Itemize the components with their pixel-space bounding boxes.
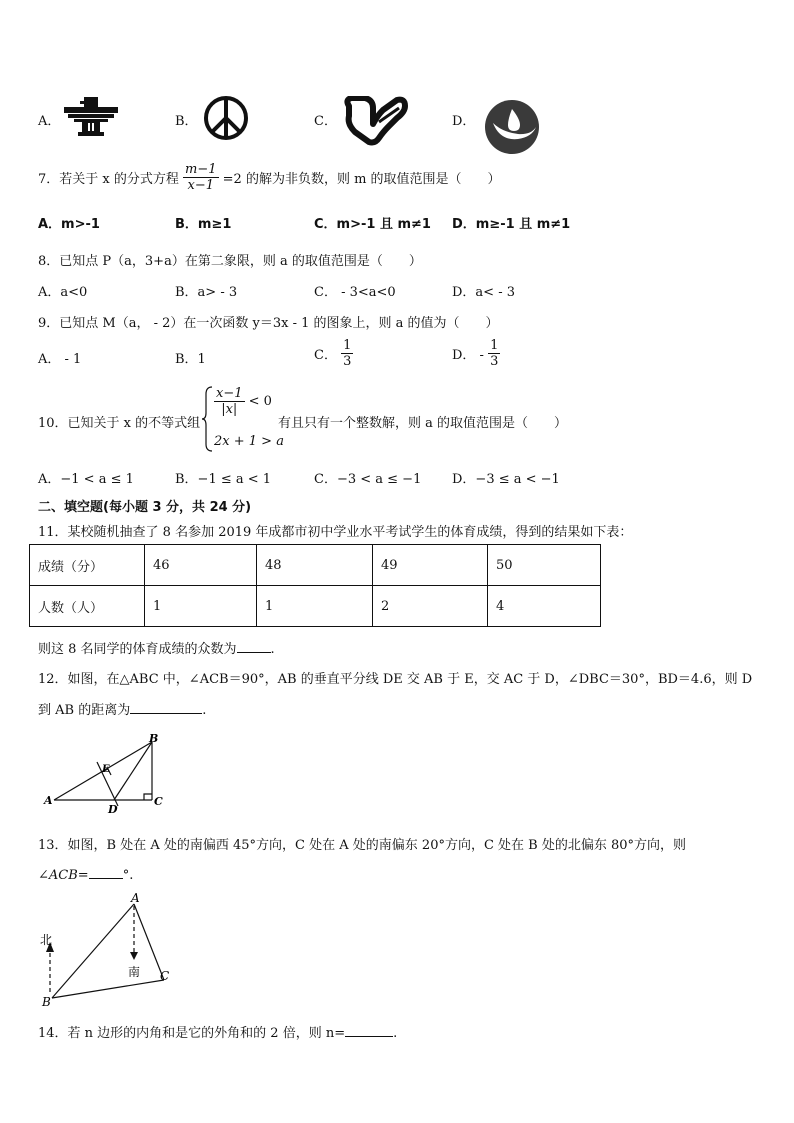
- eagle-logo-icon: [62, 95, 120, 139]
- q12-label-a: A: [44, 794, 53, 807]
- q10-system-line1: $\frac{x-1}{|x|}$ < 0: [216, 386, 272, 417]
- q7-option-a: A．m>-1: [38, 217, 100, 232]
- section-title: 二、填空题(每小题 3 分，共 24 分): [38, 500, 252, 515]
- q11-answer-line: 则这 8 名同学的体育成绩的众数为 .: [38, 642, 275, 657]
- table-cell: 46: [145, 545, 257, 586]
- q9-option-b: B．1: [175, 352, 206, 367]
- q10-option-d: D．−3 ≤ a < −1: [452, 472, 560, 487]
- q6-option-d-label: D．: [452, 114, 476, 129]
- q10-option-c: C．−3 < a ≤ −1: [314, 472, 422, 487]
- table-cell: 4: [488, 586, 601, 627]
- q8-question: 8．已知点 P（a，3+a）在第二象限，则 a 的取值范围是（ ）: [38, 254, 422, 269]
- q9-option-a: A． - 1: [38, 352, 82, 367]
- table-cell: 50: [488, 545, 601, 586]
- table-cell: 49: [373, 545, 488, 586]
- table-row: [30, 586, 601, 627]
- answer-blank[interactable]: [345, 1024, 393, 1037]
- q12-question-line1: 12．如图，在△ABC 中，∠ACB＝90°，AB 的垂直平分线 DE 交 AB 于 E，交 AC 于 D，∠DBC＝30°，BD＝4.6，则 D: [38, 672, 753, 687]
- q9-option-d: D． - $\frac{1}{3}$: [452, 338, 499, 369]
- q10-question-post: 有且只有一个整数解，则 a 的取值范围是（ ）: [278, 416, 568, 431]
- q8-option-b: B．a> - 3: [175, 285, 238, 300]
- q12-label-e: E: [102, 764, 110, 775]
- q13-label-a: A: [131, 892, 140, 905]
- q7-question: 7．若关于 x 的分式方程 $\frac{m-1}{x-1}$ =2 的解为非负数，则 m 的取值范围是（ ）: [38, 162, 501, 193]
- table-cell: 1: [257, 586, 373, 627]
- q11-question: 11．某校随机抽查了 8 名参加 2019 年成都市初中学业水平考试学生的体育成绩，得到的结果如下表：: [38, 525, 633, 540]
- table-cell: 2: [373, 586, 488, 627]
- table-cell: 1: [145, 586, 257, 627]
- q12-question-line2: 到 AB 的距离为 .: [38, 703, 207, 718]
- q13-question-line2: ∠ACB= °.: [38, 868, 134, 883]
- q12-label-d: D: [108, 803, 118, 816]
- answer-blank[interactable]: [130, 701, 202, 714]
- answer-blank[interactable]: [237, 640, 271, 653]
- table-row: [30, 545, 601, 586]
- q8-option-d: D．a< - 3: [452, 285, 515, 300]
- q6-option-c-label: C．: [314, 114, 337, 129]
- q13-label-c: C: [160, 969, 170, 983]
- q10-system-line2: 2x + 1 > a: [214, 434, 284, 449]
- q10-option-a: A．−1 < a ≤ 1: [38, 472, 134, 487]
- q7-fraction: $\frac{m-1}{x-1}$: [185, 162, 217, 193]
- answer-blank[interactable]: [89, 866, 123, 879]
- grades-table: [29, 544, 601, 627]
- q13-direction-figure: [36, 892, 186, 1010]
- q13-label-north: 北: [40, 933, 53, 947]
- q7-option-c: C．m>-1 且 m≠1: [314, 217, 431, 232]
- q10-question-pre: 10．已知关于 x 的不等式组: [38, 416, 201, 431]
- q10-brace: [201, 386, 213, 452]
- water-drop-logo-icon: [484, 99, 540, 155]
- q9-option-c: C． $\frac{1}{3}$: [314, 338, 352, 369]
- q8-option-a: A．a<0: [38, 285, 88, 300]
- q9-d-fraction: $\frac{1}{3}$: [490, 338, 499, 369]
- peace-sign-icon: [203, 95, 249, 141]
- q7-option-d: D．m≥-1 且 m≠1: [452, 217, 571, 232]
- q12-label-b: B: [149, 732, 159, 745]
- table-cell: 人数（人）: [30, 586, 145, 627]
- q6-option-a-label: A．: [38, 114, 61, 129]
- q8-option-c: C． - 3<a<0: [314, 285, 396, 300]
- q12-label-c: C: [154, 795, 163, 808]
- q13-label-b: B: [42, 995, 51, 1009]
- table-cell: 成绩（分）: [30, 545, 145, 586]
- q14-question: 14．若 n 边形的内角和是它的外角和的 2 倍，则 n= .: [38, 1026, 398, 1041]
- q7-option-b: B．m≥1: [175, 217, 232, 232]
- q9-c-fraction: $\frac{1}{3}$: [343, 338, 352, 369]
- q10-option-b: B．−1 ≤ a < 1: [175, 472, 272, 487]
- heart-hand-logo-icon: [343, 96, 409, 146]
- q6-option-b-label: B．: [175, 114, 198, 129]
- q12-triangle-figure: [40, 732, 170, 816]
- table-cell: 48: [257, 545, 373, 586]
- q9-question: 9．已知点 M（a， - 2）在一次函数 y＝3x - 1 的图象上，则 a 的值为（ ）: [38, 316, 499, 331]
- q13-question-line1: 13．如图，B 处在 A 处的南偏西 45°方向，C 处在 A 处的南偏东 20°方向，C 处在 B 处的北偏东 80°方向，则: [38, 838, 687, 853]
- q13-label-south: 南: [128, 965, 141, 979]
